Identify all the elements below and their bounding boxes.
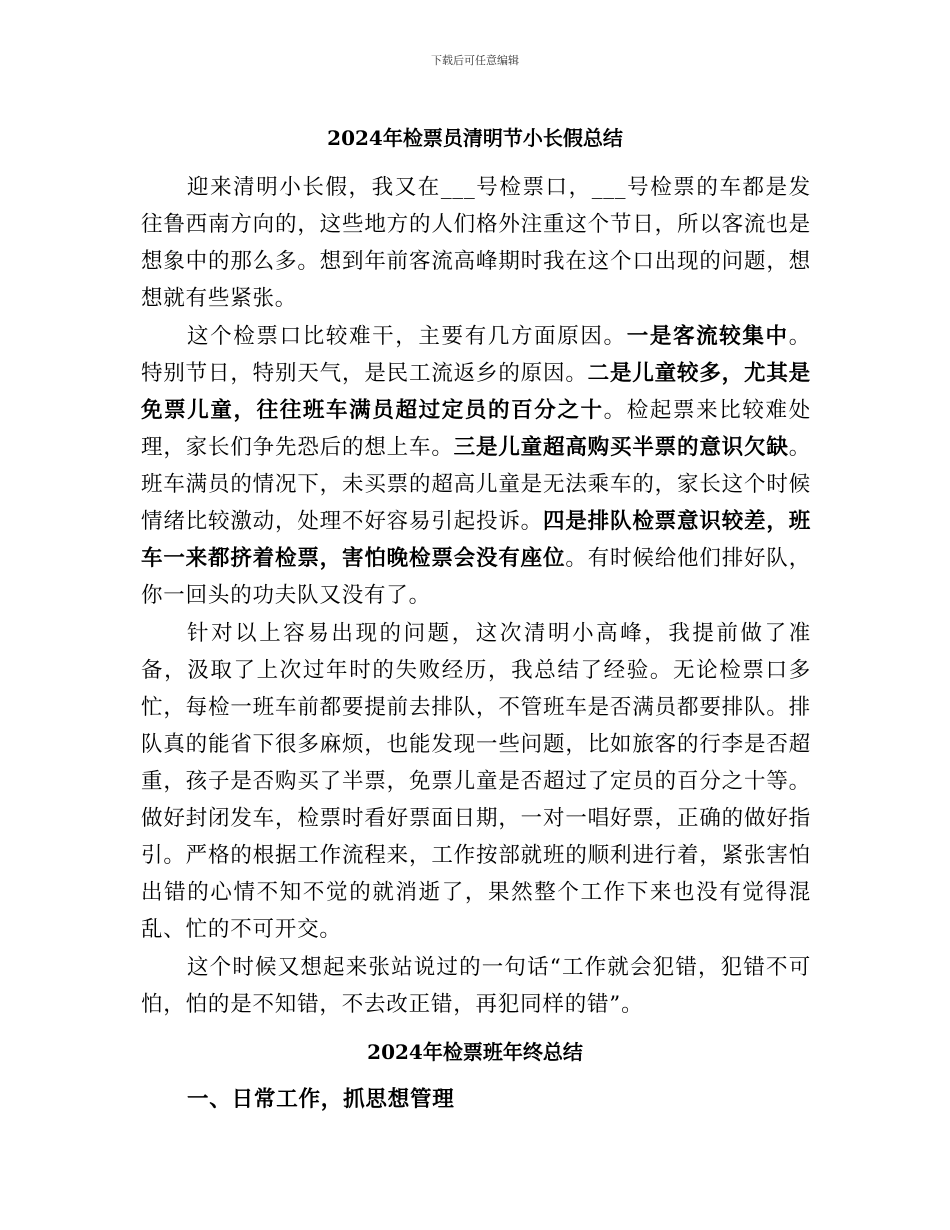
paragraph-2-text: 这个检票口比较难干，主要有几方面原因。 (187, 324, 627, 349)
paragraph-1: 迎来清明小长假，我又在___号检票口，___号检票的车都是发往鲁西南方向的，这些地方的人们格外注重这个节日，所以客流也是想象中的那么多。想到年前客流高峰期时我在这个口出现的问题，想想就有些紧张。 (141, 175, 811, 311)
paragraph-2-point-1: 一是客流较集中 (626, 324, 789, 349)
paragraph-2-text: 。有时候给他们排好队，你一回头的功夫队又没有了。 (141, 546, 812, 608)
paragraph-2-point-2: 二是儿童较多，尤其是免票儿童，往往班车满员超过定员的百分之十 (141, 361, 811, 423)
paragraph-2-text: 。特别节日，特别天气，是民工流返乡的原因。 (141, 324, 811, 386)
paragraph-2-point-4: 四是排队检票意识较差，班车一来都挤着检票，害怕晚检票会没有座位 (141, 509, 811, 571)
paragraph-3: 针对以上容易出现的问题，这次清明小高峰，我提前做了准备，汲取了上次过年时的失败经历，我总结了经验。无论检票口多忙，每检一班车前都要提前去排队，不管班车是否满员都要排队。排队真的能省下很多麻烦，也能发现一些问题，比如旅客的行李是否超重，孩子是否购买了半票，免票儿童是否超过了定员的百分之十等。做好封闭发车，检票时看好票面日期，一对一唱好票，正确的做好指引。严格的根据工作流程来，工作按部就班的顺利进行着，紧张害怕出错的心情不知不觉的就消逝了，果然整个工作下来也没有觉得混乱、忙的不可开交。 (141, 621, 811, 942)
paragraph-2-text: 。班车满员的情况下，未买票的超高儿童是无法乘车的，家长这个时候情绪比较激动，处理不好容易引起投诉。 (141, 435, 811, 534)
paragraph-2-text: 。检起票来比较难处理，家长们争先恐后的想上车。 (141, 398, 811, 460)
second-document-title: 2024年检票班年终总结 (367, 1040, 583, 1064)
paragraph-2 (141, 318, 811, 614)
paragraph-2-point-3: 三是儿童超高购买半票的意识欠缺 (453, 435, 789, 460)
paragraph-4: 这个时候又想起来张站说过的一句话“工作就会犯错，犯错不可怕，怕的是不知错，不去改正错，再犯同样的错”。 (141, 955, 811, 1017)
section-heading: 一、日常工作，抓思想管理 (187, 1087, 455, 1112)
document-title: 2024年检票员清明节小长假总结 (327, 126, 623, 150)
page-header-note: 下载后可任意编辑 (431, 54, 519, 67)
